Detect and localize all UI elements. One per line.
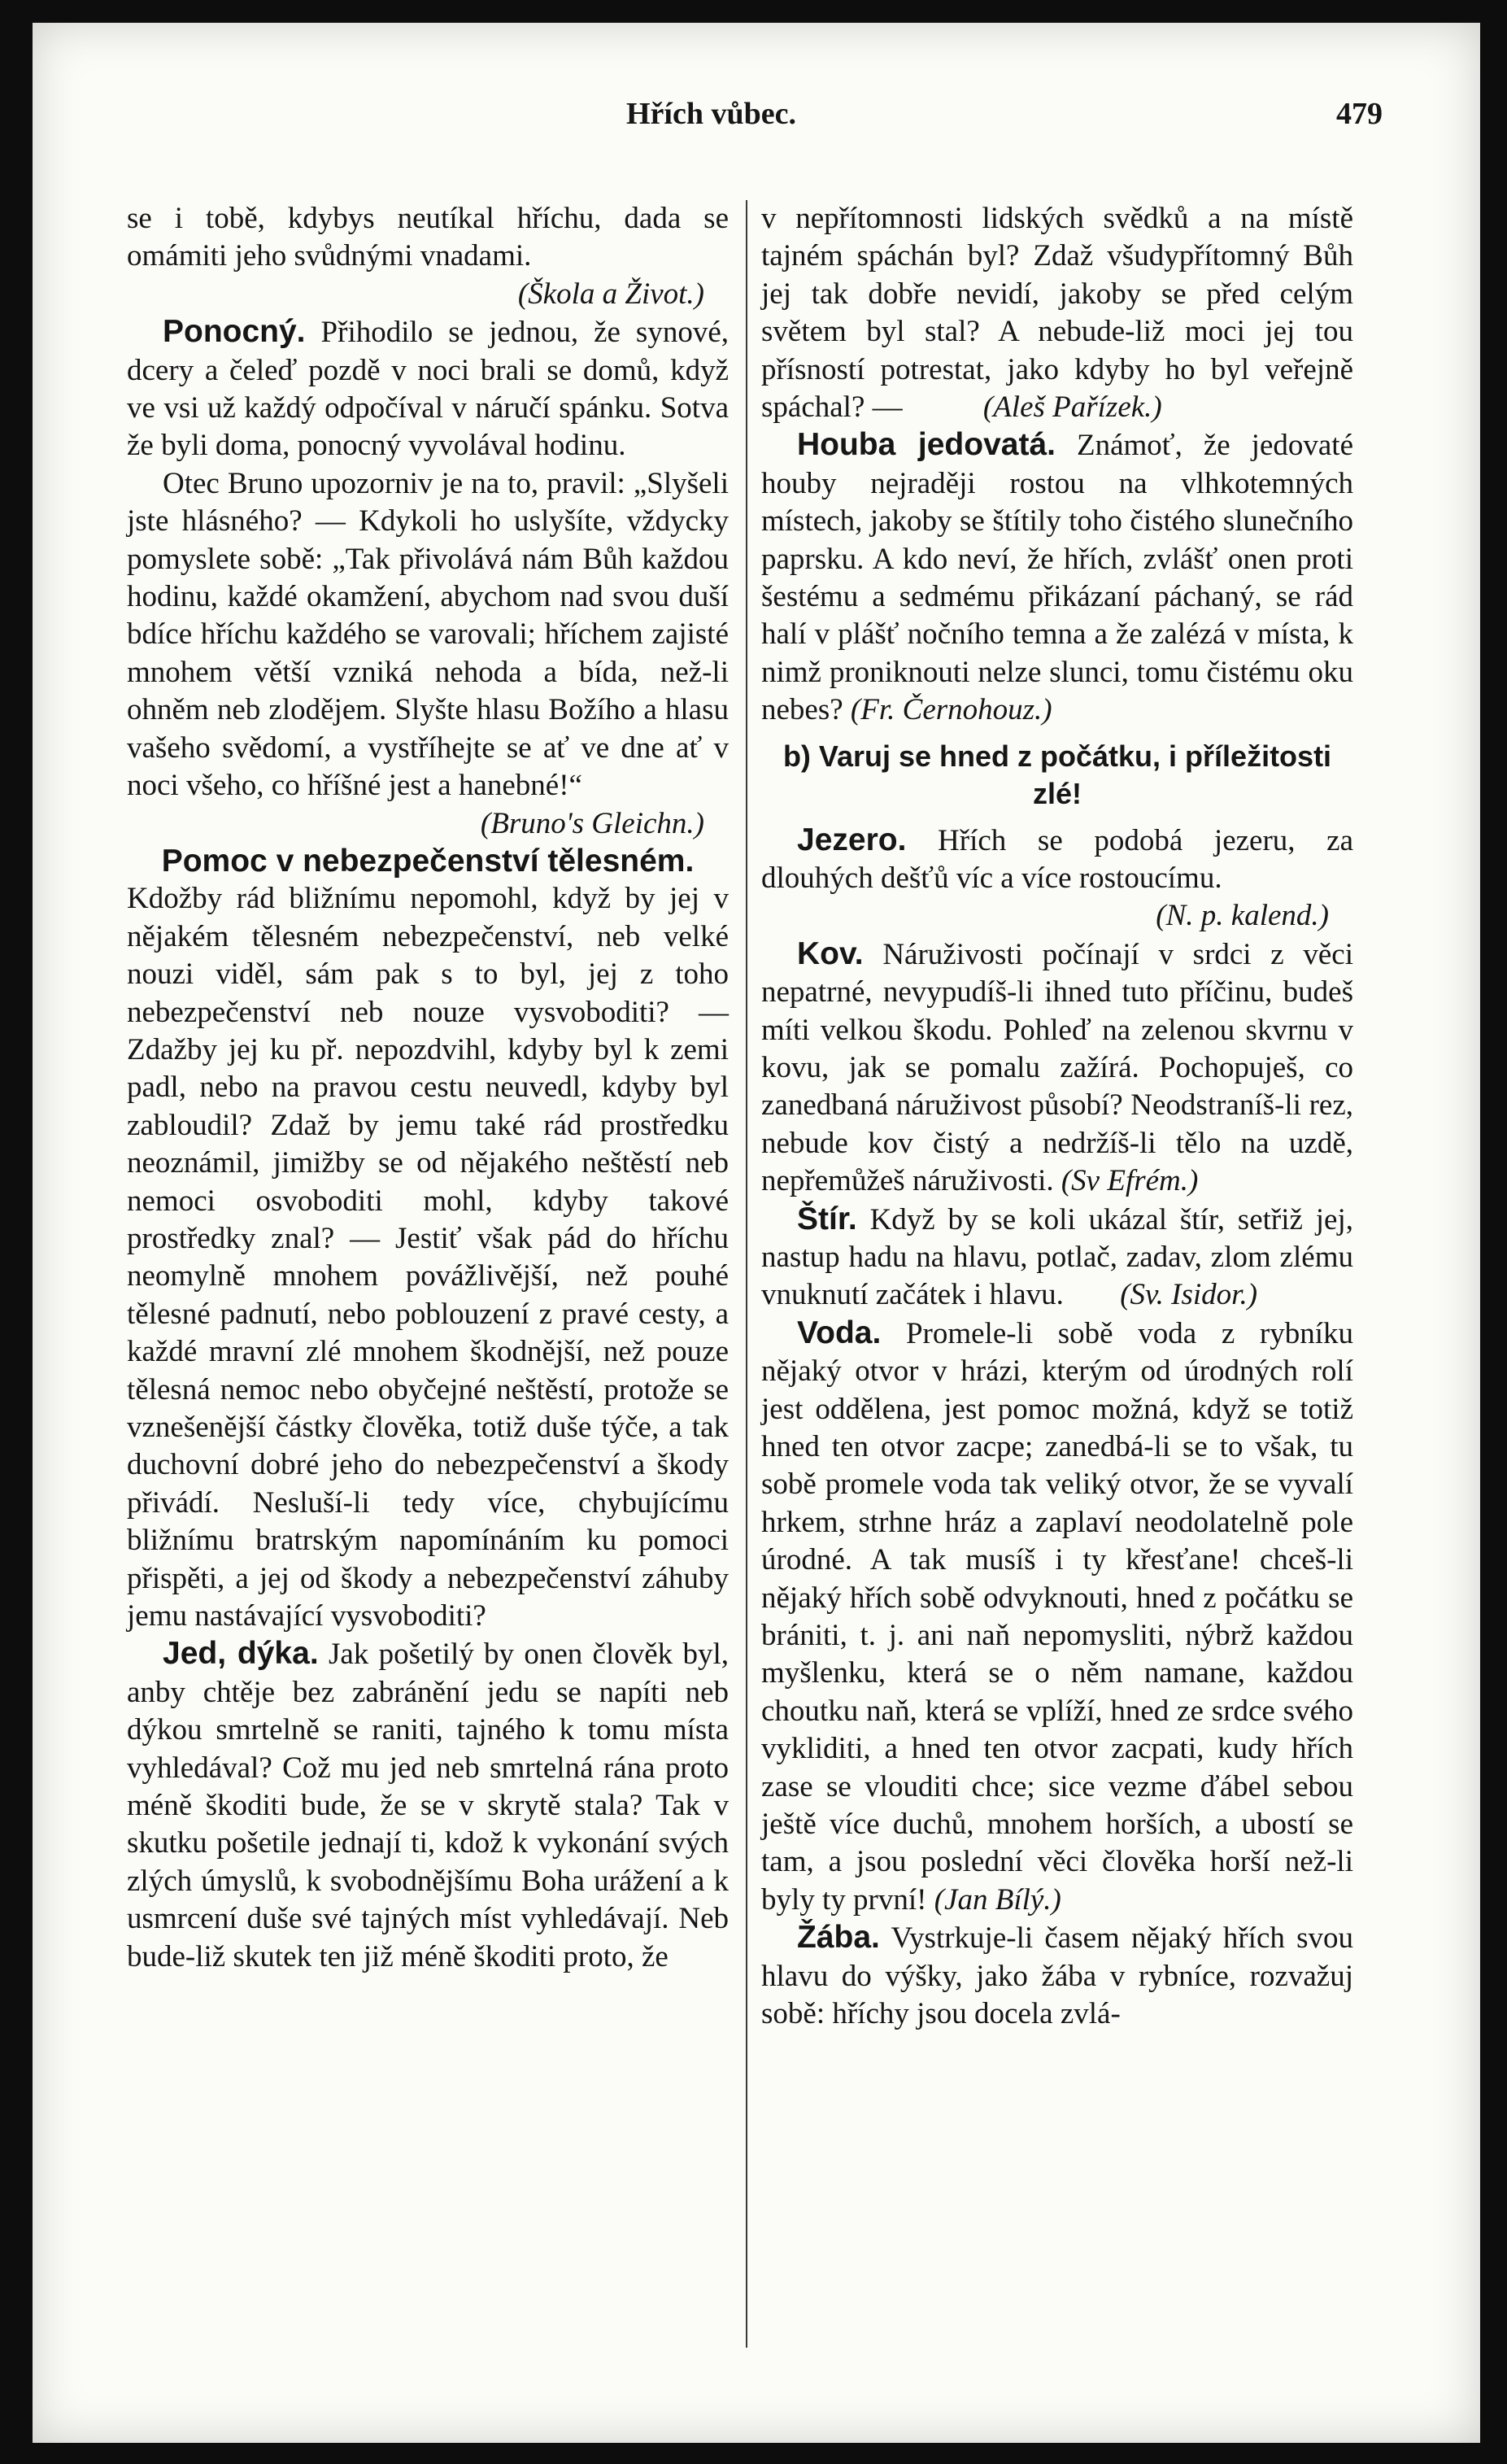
entry-voda <box>761 1315 1353 1920</box>
entry-jed <box>127 1635 729 1976</box>
entry-keyword: Voda. <box>797 1315 882 1350</box>
entry-text: Když by se koli ukázal štír, setřiž jej, nastup hadu na hlavu, potlač, zadav, zlom zlému vnuknutí začátek i hlavu. <box>761 1202 1353 1312</box>
entry-text: Přihodilo se jednou, že synové, dcery a čeleď pozdě v noci brali se domů, když ve vsi už každý odpočíval v náručí spánku. Sotva že byli doma, ponocný vyvolával hodinu. <box>127 316 729 463</box>
source-citation: (Fr. Černohouz.) <box>850 693 1052 727</box>
entry-keyword: Jed, dýka. <box>163 1636 319 1672</box>
entry-text: Promele-li sobě voda z rybníku nějaký otvor v hrázi, kterým od úrodných rolí jest oddělena, jest pomoc možná, když se totiž hned ten otvor zacpe; zanedbá-li se to však, tu sobě promele voda tak veliký otvor, že se vyvalí hrkem, strhne hráz a zaplaví neodolatelně pole úrodné. A tak musíš i ty křesťane! chceš-li nějaký hřích sobě odvyknouti, hned z počátku se brániti, t. j. ani naň nepomysliti, nýbrž každou myšlenku, která se o něm namane, každou choutku naň, která se vplíží, hned ze srdce svého vykliditi, a hned ten otvor zacpati, kudy hřích zase se vlouditi chce; sice vezme ďábel sebou ještě více duchů, mnohem horších, a ubostí se tam, a jsou poslední věci člověka horší než-li byly ty první! <box>761 1316 1354 1917</box>
page-number: 479 <box>1336 97 1383 131</box>
page-header <box>33 96 1480 145</box>
entry-keyword: Žába. <box>797 1920 880 1956</box>
entry-keyword: Ponocný. <box>163 314 306 350</box>
entry-stir <box>761 1201 1353 1315</box>
entry-keyword: Houba jedovatá. <box>797 427 1056 463</box>
source-citation: (Aleš Pařízek.) <box>982 390 1162 425</box>
entry-ponocny <box>127 313 729 465</box>
entry-jezero <box>761 822 1353 898</box>
entry-text: Hřích se podobá jezeru, za dlouhých dešťů víc a více rostoucímu. <box>761 823 1354 895</box>
section-heading: b) Varuj se hned z počátku, i příležitosti zlé! <box>782 739 1332 811</box>
running-title: Hřích vůbec. <box>626 97 796 131</box>
paragraph: Kdožby rád bližnímu nepomohl, když by jej v nějakém tělesném nebezpečenství, neb velké nouzi viděl, sám pak s to byl, jej z toho nebezpečenství neb nouze vysvoboditi? — Zdažby jej ku př. nepozdvihl, kdyby byl k zemi padl, nebo na pravou cestu neuvedl, kdyby byl zabloudil? Zdaž by jemu také rád prostředku neoznámil, jimižby se od nějakého neštěstí neb nemoci osvoboditi mohl, kdyby takové prostředky znal? — Jestiť však pád do hříchu neomylně mnohem povážlivější, než pouhé tělesné padnutí, nebo poblouzení z pravé cesty, a každé mravní zlé mnohem škodnější, než pouze tělesná nemoc nebo obyčejné neštěstí, protože se vznešenější částky člověka, totiž duše týče, a tak duchovní dobré jeho do nebezpečenství a škody přivádí. Nesluší-li tedy více, chybujícímu bližnímu bratrským napomínáním ku pomoci přispěti, a jej od škody a nebezpečenství záhuby jemu nastávající vysvoboditi? <box>127 882 729 1633</box>
column-divider <box>746 200 747 2348</box>
entry-keyword: Kov. <box>797 935 864 971</box>
right-column <box>761 200 1353 2034</box>
source-citation: (N. p. kalend.) <box>1156 899 1329 933</box>
paragraph <box>761 200 1353 426</box>
book-page <box>33 23 1480 2443</box>
source-citation: (Jan Bílý.) <box>934 1882 1061 1917</box>
entry-zaba <box>761 1919 1353 2033</box>
entry-kov <box>761 935 1353 1201</box>
paragraph: Otec Bruno upozorniv je na to, pravil: „Slyšeli jste hlásného? — Kdykoli ho uslyšíte, vždycky pomyslete sobě: „Tak přivolává nám Bůh každou hodinu, každé okamžení, abychom nad svou duší bdíce hříchu každého se varovali; hříchem zajisté mnohem větší vzniká nehoda a bída, než-li ohněm neb zlodějem. Slyšte hlasu Božího a hlasu vašeho svědomí, a vystříhejte se ať ve dne ať v noci všeho, co hříšné jest a hanebné!“ <box>127 466 729 803</box>
entry-text: Jak pošetilý by onen člověk byl, anby chtěje bez zabránění jedu se napíti neb dýkou smrtelně se raniti, tajného k tomu místa vyhledával? Což mu jed neb smrtelná rána proto méně škoditi bude, že se v skrytě stala? Tak v skutku pošetile jednají ti, kdož k vykonání svých zlých úmyslů, k svobodnějšímu Boha urážení a k usmrcení duše své tajných míst vyhledávají. Neb bude-liž skutek ten již méně škoditi proto, že <box>127 1638 729 1973</box>
left-column <box>127 200 729 1976</box>
entry-keyword: Štír. <box>797 1201 857 1236</box>
entry-keyword: Jezero. <box>797 822 907 857</box>
entry-text: Vystrkuje-li časem nějaký hřích svou hlavu do výšky, jako žába v rybníce, rozvažuj sobě: hříchy jsou docela zvlá- <box>761 1921 1353 2031</box>
source-citation: (Bruno's Gleichn.) <box>480 806 704 840</box>
section-heading: Pomoc v nebezpečenství tělesném. <box>161 843 695 879</box>
source-citation: (Sv. Isidor.) <box>1120 1278 1258 1312</box>
paragraph-text: v nepřítomnosti lidských svědků a na místě tajném spáchán byl? Zdaž všudypřítomný Bůh jej tak dobře nevidí, jakoby se před celým světem byl stal? A nebude-liž moci jej tou přísností potrestat, jako kdyby ho byl veřejně spáchal? — <box>761 202 1353 425</box>
source-citation: (Škola a Život.) <box>517 277 704 311</box>
entry-houba <box>761 426 1353 729</box>
paragraph: se i tobě, kdybys neutíkal hříchu, dada se omámiti jeho svůdnými vnadami. <box>127 202 729 273</box>
source-citation: (Sv Efrém.) <box>1061 1164 1199 1198</box>
entry-text: Náruživosti počínají v srdci z věci nepatrné, nevypudíš-li ihned tuto příčinu, budeš míti velkou škodu. Pohleď na zelenou skvrnu v kovu, jak se pomalu zažírá. Pochopuješ, co zanedbaná náruživost působí? Neodstraníš-li rez, nebude kov čistý a nedržíš-li tělo na uzdě, nepřemůžeš náruživosti. <box>761 937 1354 1198</box>
entry-text: Známoť, že jedovaté houby nejraději rostou na vlhkotemných místech, jakoby se štítily toho čistého slunečního paprsku. A kdo neví, že hřích, zvlášť onen proti šestému a sedmému přikázaní páchaný, se rád halí v plášť nočního temna a že zalézá v místa, k nimž proniknouti nelze slunci, tomu čistému oku nebes? <box>761 429 1353 727</box>
